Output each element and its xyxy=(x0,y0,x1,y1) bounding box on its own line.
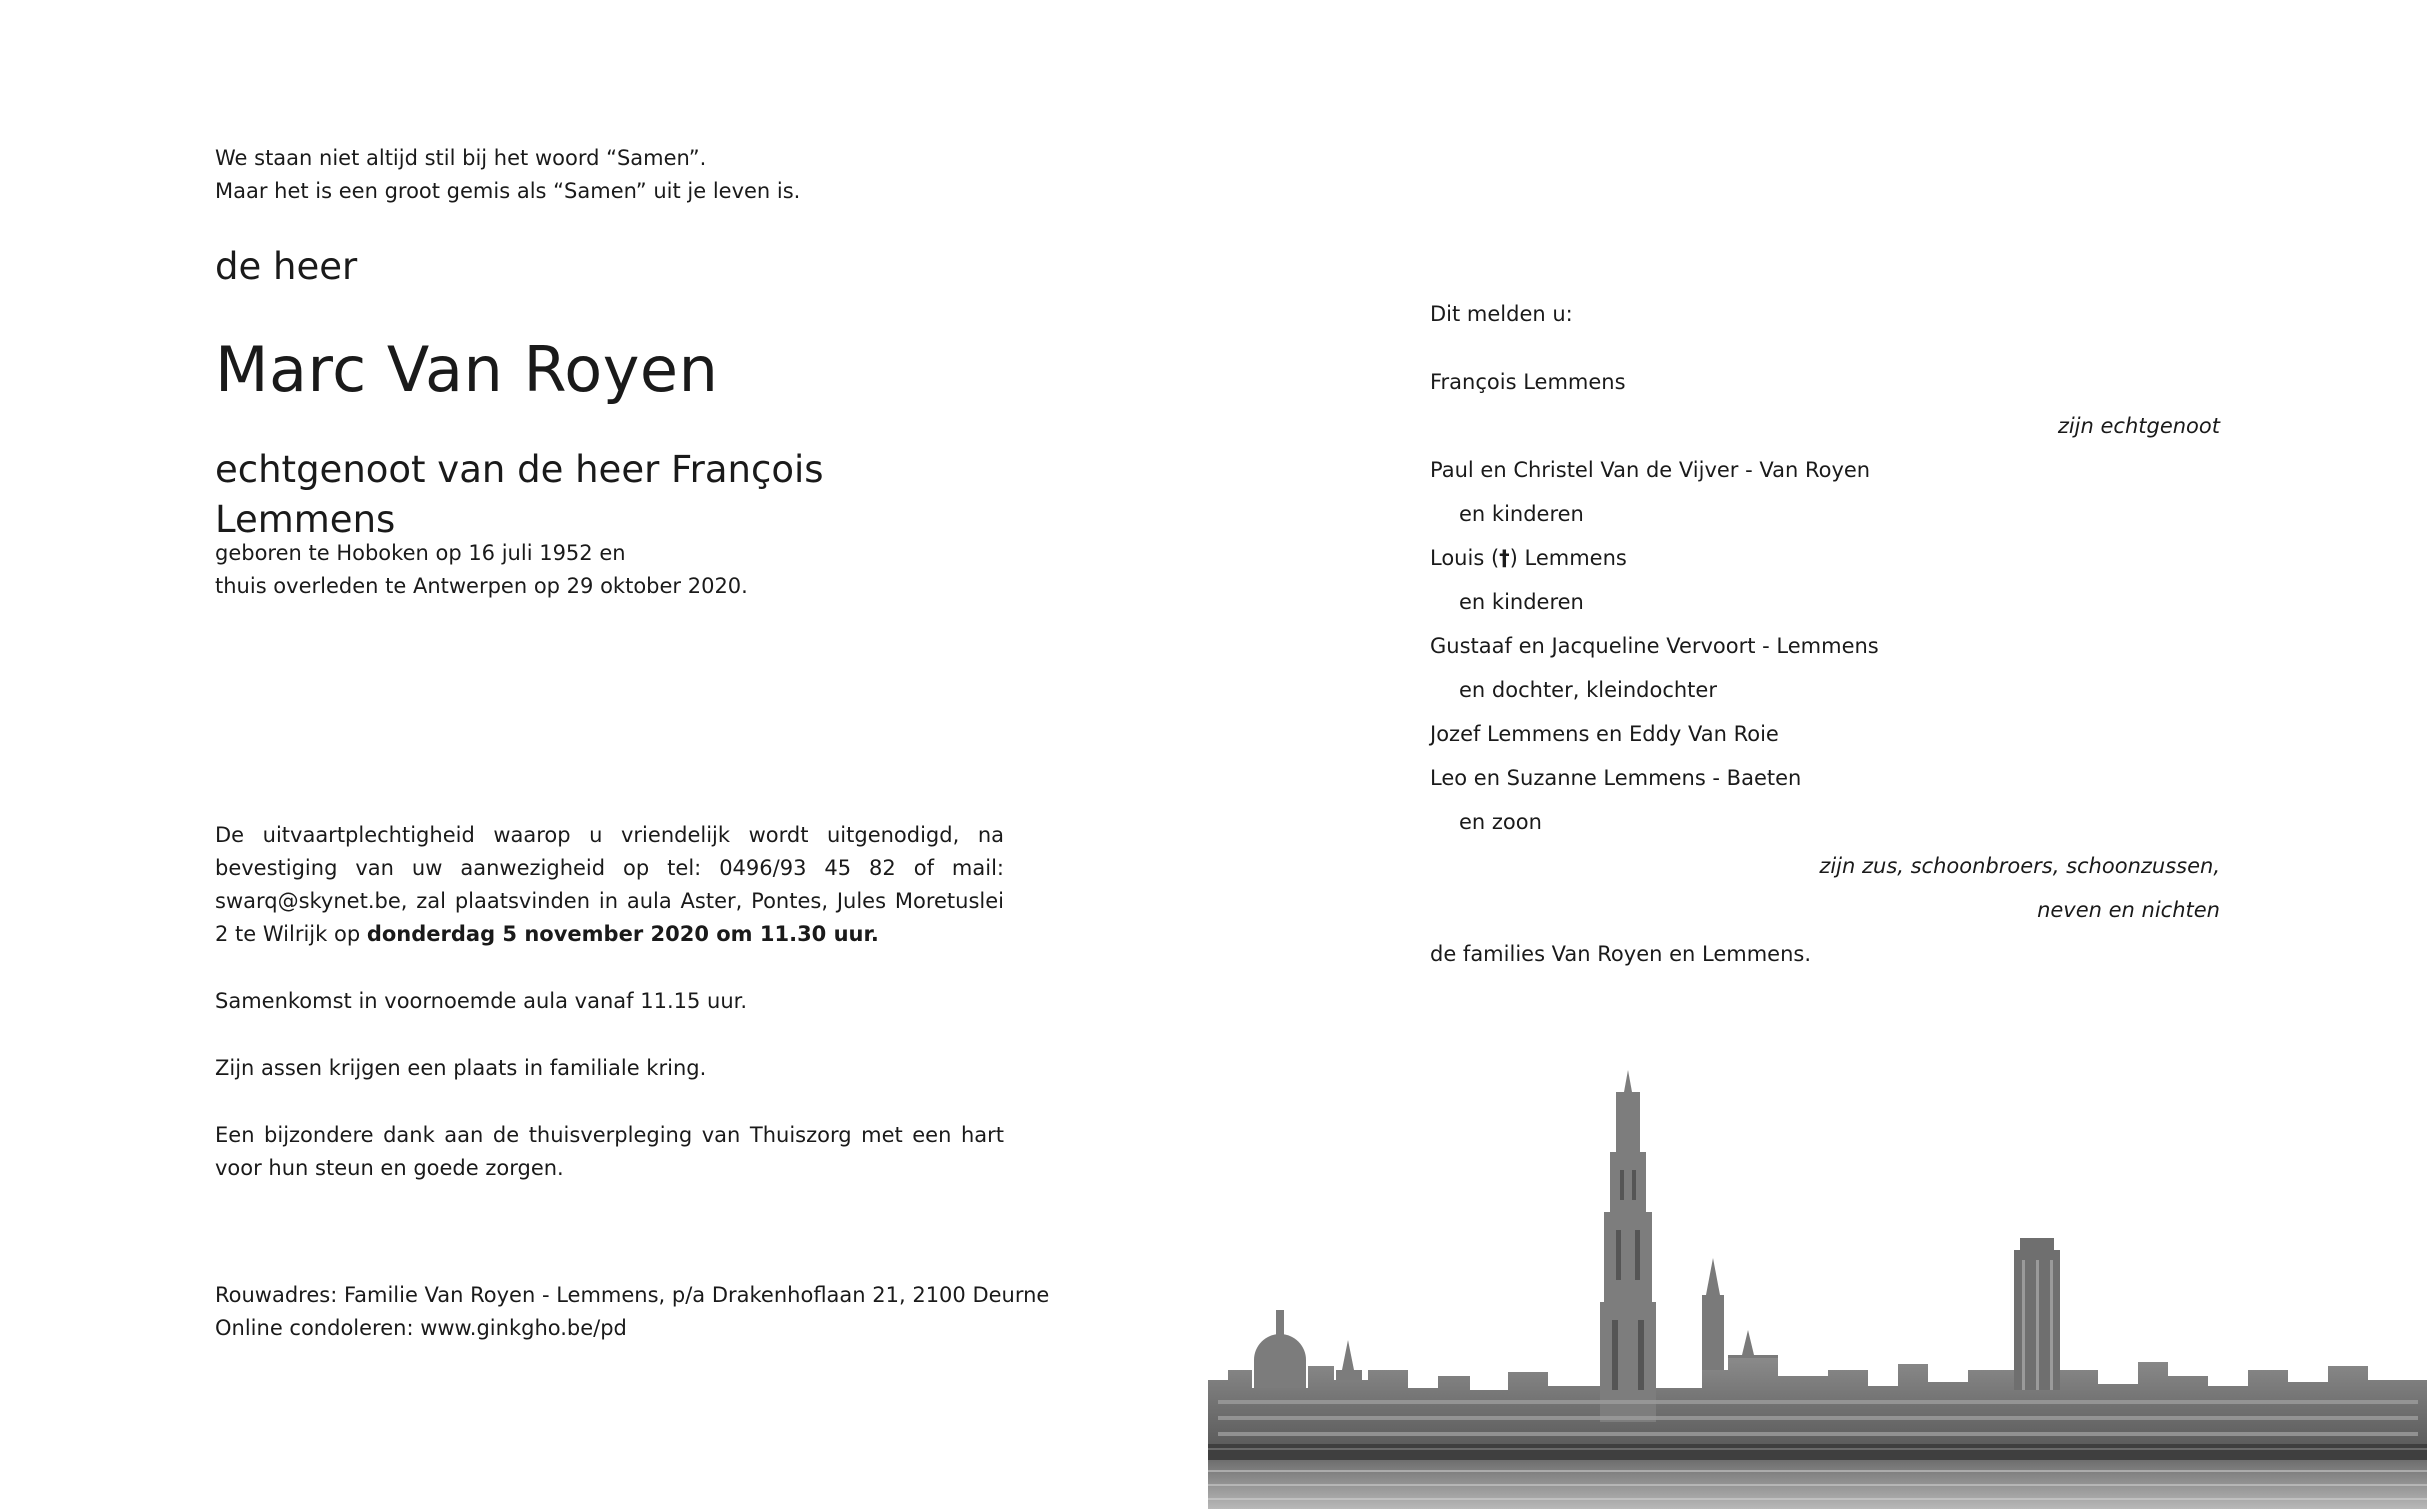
online-condolences: Online condoleren: www.ginkgho.be/pd xyxy=(215,1316,627,1340)
quote-line-1: We staan niet altijd stil bij het woord “Samen”. xyxy=(215,146,707,170)
families-line: de families Van Royen en Lemmens. xyxy=(1430,942,1812,966)
opening-quote xyxy=(215,142,1004,208)
sibling-2-pre: Louis ( xyxy=(1430,546,1500,570)
siblings-role-line-2: neven en nichten xyxy=(2037,898,2220,922)
announcers-list xyxy=(1430,0,2220,1000)
city-skyline-image xyxy=(1208,1070,2427,1509)
announcers-intro: Dit melden u: xyxy=(1430,302,1573,326)
ashes-paragraph: Zijn assen krijgen een plaats in familiale kring. xyxy=(215,1056,707,1080)
spouse-line: echtgenoot van de heer François Lemmens xyxy=(215,448,824,541)
ceremony-date: donderdag 5 november 2020 om 11.30 uur. xyxy=(366,922,879,946)
ceremony-paragraph xyxy=(215,819,1004,951)
sibling-3-sub: en dochter, kleindochter xyxy=(1459,678,1717,702)
partner-role: zijn echtgenoot xyxy=(2057,414,2220,438)
cross-icon: † xyxy=(1499,546,1510,570)
sibling-2-sub: en kinderen xyxy=(1459,590,1584,614)
ceremony-text: De uitvaartplechtigheid waarop u vriendelijk wordt uitgenodigd, na bevestiging van uw aanwezigheid op tel: 0496/93 45 82 of mail: swarq@skynet.be, zal plaatsvinden in aula Aster, Pontes, Jules Moretuslei 2 te Wilrijk op xyxy=(215,823,1004,946)
sibling-3-names: Gustaaf en Jacqueline Vervoort - Lemmens xyxy=(1430,634,1879,658)
sibling-2-names xyxy=(1430,542,2220,575)
sibling-5-sub: en zoon xyxy=(1459,810,1542,834)
sibling-1-sub: en kinderen xyxy=(1459,502,1584,526)
thanks-paragraph: Een bijzondere dank aan de thuisverpleging van Thuiszorg met een hart voor hun steun en goede zorgen. xyxy=(215,1123,1004,1180)
quote-line-2: Maar het is een groot gemis als “Samen” uit je leven is. xyxy=(215,179,801,203)
siblings-role-line-1: zijn zus, schoonbroers, schoonzussen, xyxy=(1819,854,2220,878)
sibling-1-names: Paul en Christel Van de Vijver - Van Royen xyxy=(1430,458,1871,482)
birth-line: geboren te Hoboken op 16 juli 1952 en xyxy=(215,541,626,565)
mourning-address: Rouwadres: Familie Van Royen - Lemmens, p/a Drakenhoflaan 21, 2100 Deurne xyxy=(215,1283,1050,1307)
sibling-5-names: Leo en Suzanne Lemmens - Baeten xyxy=(1430,766,1802,790)
sibling-4-names: Jozef Lemmens en Eddy Van Roie xyxy=(1430,722,1779,746)
deceased-name: Marc Van Royen xyxy=(215,333,719,406)
honorific: de heer xyxy=(215,245,358,288)
gathering-paragraph: Samenkomst in voornoemde aula vanaf 11.15 uur. xyxy=(215,989,748,1013)
death-line: thuis overleden te Antwerpen op 29 oktober 2020. xyxy=(215,574,748,598)
address-block xyxy=(215,1279,1050,1345)
partner-name: François Lemmens xyxy=(1430,370,1626,394)
birth-death-dates xyxy=(215,537,1004,603)
sibling-2-post: ) Lemmens xyxy=(1509,546,1627,570)
